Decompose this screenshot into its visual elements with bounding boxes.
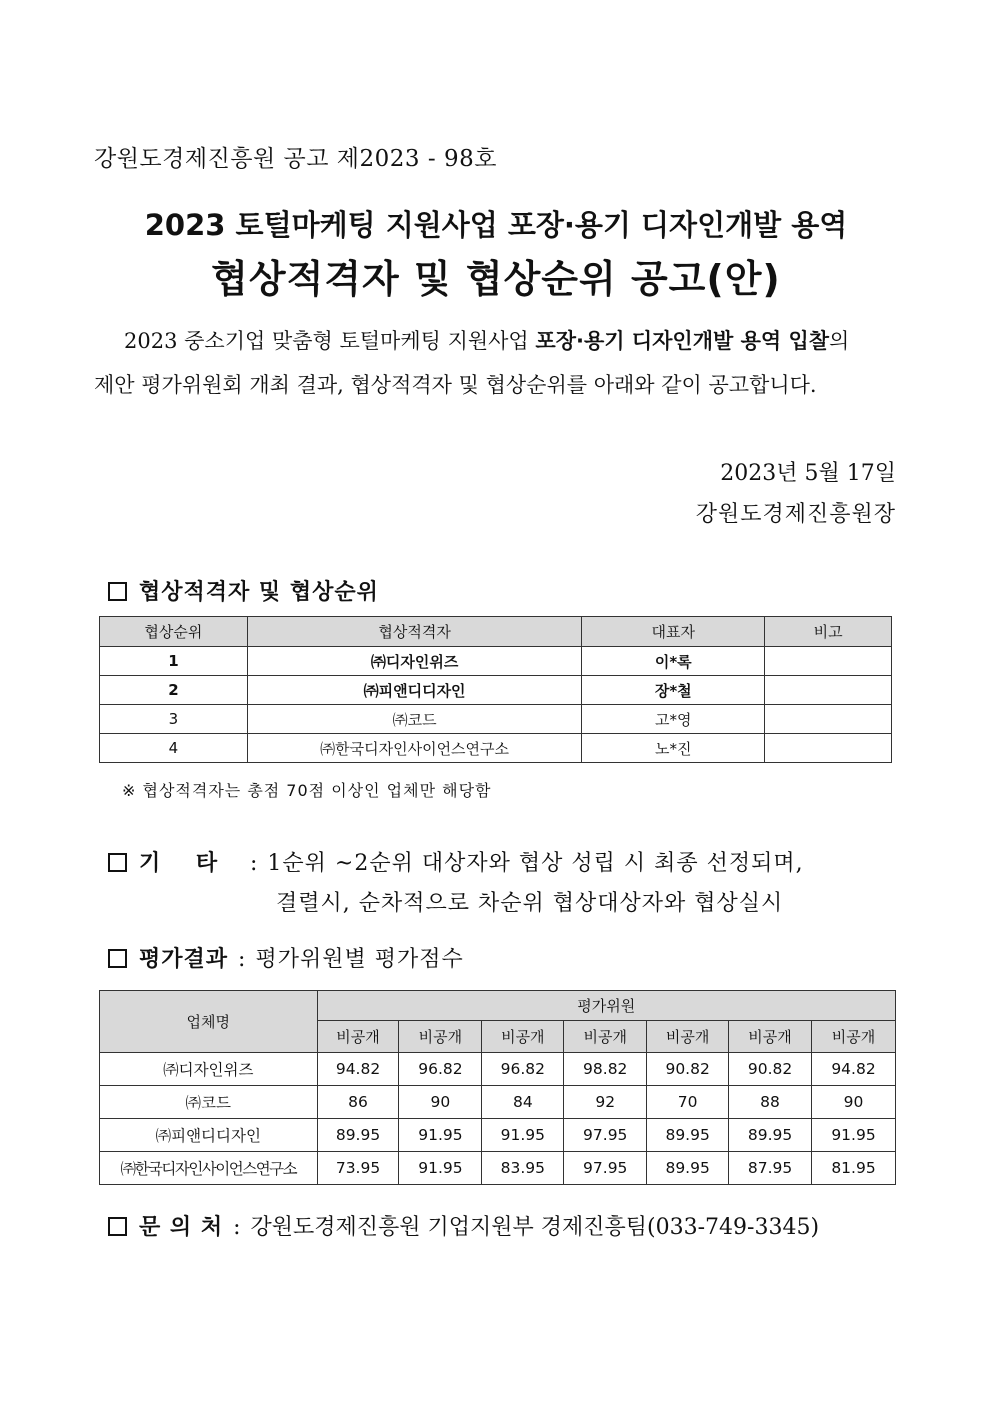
- rank-cell: 3: [100, 705, 248, 734]
- score-cell: 96.82: [399, 1053, 482, 1086]
- section-eval: [108, 942, 464, 973]
- document-title-line1: 2023 토털마케팅 지원사업 포장·용기 디자인개발 용역: [144, 208, 848, 242]
- section-contact-colon: :: [233, 1215, 241, 1240]
- notice-number: 강원도경제진흥원 공고 제2023 - 98호: [94, 146, 497, 172]
- firm-cell: ㈜한국디자인사이언스연구소: [247, 734, 582, 763]
- note-cell: [765, 705, 892, 734]
- body-text-part1: 2023 중소기업 맞춤형 토털마케팅 지원사업: [124, 329, 536, 353]
- rank-cell: 2: [100, 676, 248, 705]
- section-contact: [108, 1210, 819, 1241]
- score-cell: 96.82: [482, 1053, 564, 1086]
- score-cell: 91.95: [482, 1119, 564, 1152]
- section-eval-label: 평가결과: [139, 946, 229, 972]
- score-cell: 98.82: [564, 1053, 647, 1086]
- body-text-part2: 의: [829, 329, 850, 353]
- evaluator-header: 비공개: [317, 1021, 399, 1053]
- note-cell: [765, 676, 892, 705]
- table-row: [100, 676, 892, 705]
- score-table: [99, 990, 896, 1185]
- score-cell: 92: [564, 1086, 647, 1119]
- score-cell: 89.95: [647, 1119, 729, 1152]
- rep-cell: 노*진: [582, 734, 765, 763]
- table-row: [100, 734, 892, 763]
- score-cell: 91.95: [399, 1152, 482, 1185]
- section-etc-line2: 결렬시, 순차적으로 차순위 협상대상자와 협상실시: [276, 891, 784, 916]
- section-contact-label: 문 의 처: [139, 1214, 224, 1240]
- header-rank: 협상순위: [100, 617, 248, 647]
- section-eval-colon: :: [238, 947, 246, 972]
- score-cell: 89.95: [729, 1119, 812, 1152]
- firm-cell: ㈜디자인위즈: [247, 647, 582, 676]
- firm-cell: ㈜코드: [100, 1086, 318, 1119]
- table-row: [100, 1152, 896, 1185]
- evaluator-header: 비공개: [399, 1021, 482, 1053]
- rep-cell: 고*영: [582, 705, 765, 734]
- score-cell: 90.82: [729, 1053, 812, 1086]
- header-firm-name: 업체명: [100, 991, 318, 1053]
- score-cell: 94.82: [317, 1053, 399, 1086]
- score-cell: 91.95: [812, 1119, 896, 1152]
- body-text-line2: 제안 평가위원회 개최 결과, 협상적격자 및 협상순위를 아래와 같이 공고합니다.: [94, 373, 817, 397]
- table-row: [100, 647, 892, 676]
- score-cell: 70: [647, 1086, 729, 1119]
- section-etc: [108, 846, 804, 877]
- header-firm: 협상적격자: [247, 617, 582, 647]
- score-cell: 90.82: [647, 1053, 729, 1086]
- section-contact-text: 강원도경제진흥원 기업지원부 경제진흥팀(033-749-3345): [250, 1215, 820, 1240]
- score-table-header-top: [100, 991, 896, 1021]
- score-cell: 73.95: [317, 1152, 399, 1185]
- checkbox-square-icon: [108, 853, 127, 872]
- ranking-table-header: [100, 617, 892, 647]
- section-ranking-title: 협상적격자 및 협상순위: [139, 579, 379, 605]
- score-cell: 89.95: [647, 1152, 729, 1185]
- section-etc-label: 기 타: [139, 850, 219, 876]
- section-etc-colon: :: [250, 851, 258, 876]
- firm-cell: ㈜디자인위즈: [100, 1053, 318, 1086]
- rank-cell: 4: [100, 734, 248, 763]
- table-row: [100, 1053, 896, 1086]
- score-cell: 90: [399, 1086, 482, 1119]
- ranking-table: [99, 616, 892, 763]
- score-cell: 91.95: [399, 1119, 482, 1152]
- document-title-line2: 협상적격자 및 협상순위 공고(안): [211, 257, 781, 301]
- note-cell: [765, 647, 892, 676]
- header-note: 비고: [765, 617, 892, 647]
- ranking-footnote: ※ 협상적격자는 총점 70점 이상인 업체만 해당함: [122, 781, 492, 800]
- rep-cell: 이*록: [582, 647, 765, 676]
- firm-cell: ㈜피앤디디자인: [100, 1119, 318, 1152]
- score-cell: 88: [729, 1086, 812, 1119]
- checkbox-square-icon: [108, 1217, 127, 1236]
- evaluator-header: 비공개: [812, 1021, 896, 1053]
- header-representative: 대표자: [582, 617, 765, 647]
- firm-cell: ㈜피앤디디자인: [247, 676, 582, 705]
- score-cell: 83.95: [482, 1152, 564, 1185]
- evaluator-header: 비공개: [482, 1021, 564, 1053]
- score-cell: 84: [482, 1086, 564, 1119]
- firm-cell: ㈜한국디자인사이언스연구소: [100, 1152, 318, 1185]
- table-row: [100, 705, 892, 734]
- section-etc-line1: 1순위 ~2순위 대상자와 협상 성립 시 최종 선정되며,: [267, 851, 804, 876]
- score-cell: 90: [812, 1086, 896, 1119]
- rank-cell: 1: [100, 647, 248, 676]
- score-cell: 81.95: [812, 1152, 896, 1185]
- rep-cell: 장*철: [582, 676, 765, 705]
- score-cell: 87.95: [729, 1152, 812, 1185]
- section-eval-desc: 평가위원별 평가점수: [255, 947, 464, 972]
- evaluator-header: 비공개: [564, 1021, 647, 1053]
- evaluator-header: 비공개: [647, 1021, 729, 1053]
- firm-cell: ㈜코드: [247, 705, 582, 734]
- score-cell: 97.95: [564, 1119, 647, 1152]
- body-text-bold: 포장·용기 디자인개발 용역 입찰: [535, 329, 830, 353]
- score-cell: 97.95: [564, 1152, 647, 1185]
- issuer-name: 강원도경제진흥원장: [695, 502, 896, 527]
- evaluator-header: 비공개: [729, 1021, 812, 1053]
- section-ranking-heading: [108, 575, 379, 606]
- header-evaluators: 평가위원: [317, 991, 895, 1021]
- note-cell: [765, 734, 892, 763]
- checkbox-square-icon: [108, 582, 127, 601]
- checkbox-square-icon: [108, 949, 127, 968]
- table-row: [100, 1119, 896, 1152]
- announcement-date: 2023년 5월 17일: [720, 461, 896, 486]
- score-cell: 86: [317, 1086, 399, 1119]
- score-cell: 94.82: [812, 1053, 896, 1086]
- announcement-body: [94, 319, 896, 407]
- score-cell: 89.95: [317, 1119, 399, 1152]
- table-row: [100, 1086, 896, 1119]
